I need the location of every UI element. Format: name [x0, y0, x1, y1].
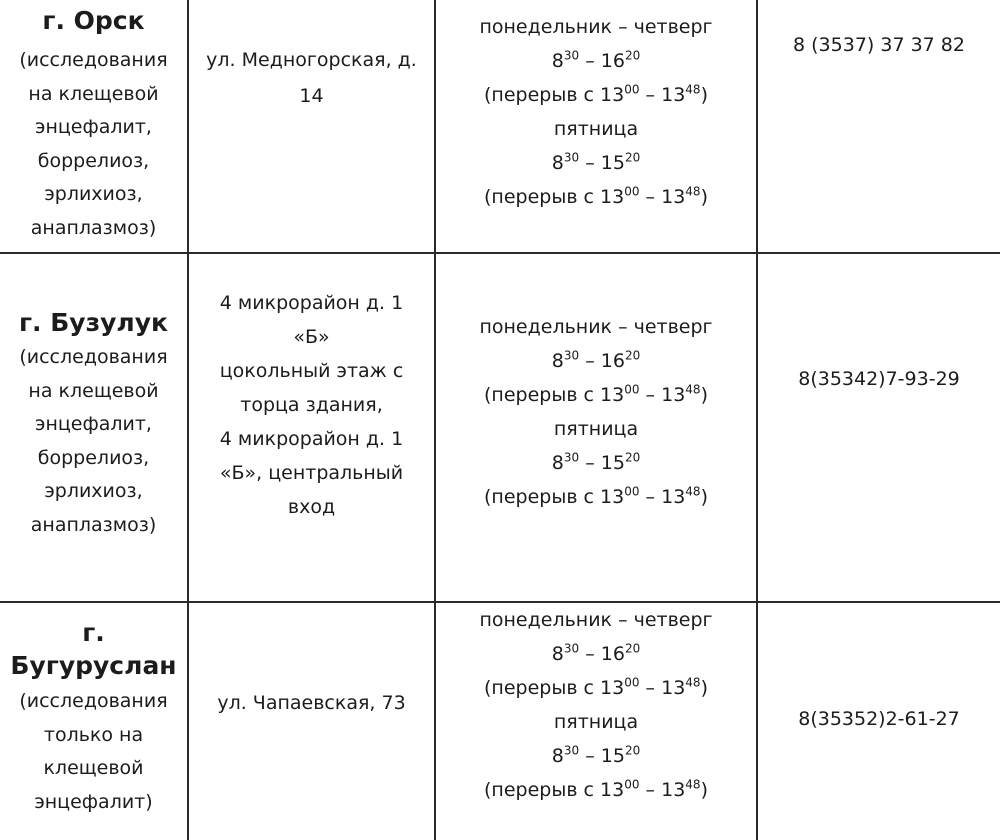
table-row — [0, 0, 1000, 252]
address-line: 4 микрорайон д. 1 — [219, 428, 404, 450]
friday-label: пятница — [553, 711, 639, 733]
note-line: анаплазмоз) — [30, 216, 157, 239]
weekdays-break: (перерыв с $13^{00} - 13^{48}$) — [483, 82, 708, 106]
friday-break: (перерыв с $13^{00} - 13^{48}$) — [483, 484, 708, 508]
address-line: вход — [287, 496, 336, 518]
phone-number: 8(35342)7-93-29 — [798, 368, 960, 390]
city-cell — [0, 616, 187, 819]
phone-cell — [758, 702, 1000, 736]
note-line: энцефалит, — [35, 413, 152, 435]
weekdays-label: понедельник – четверг — [479, 16, 713, 38]
friday-break: (перерыв с $13^{00} - 13^{48}$) — [483, 184, 708, 208]
address-line: «Б» — [293, 326, 330, 348]
note-line: на клещевой — [28, 379, 159, 402]
schedule-cell — [436, 10, 756, 214]
address-line: ул. Медногорская, д. — [206, 49, 417, 71]
table-row — [0, 603, 1000, 840]
friday-label: пятница — [553, 418, 639, 440]
city-name-line: г. Бузулук — [18, 308, 168, 337]
research-note — [0, 685, 187, 819]
note-line: боррелиоз, — [37, 446, 150, 469]
weekdays-label: понедельник – четверг — [479, 316, 713, 338]
weekdays-hours: $8^{30} - 16^{20}$ — [551, 348, 641, 372]
address-line: торца здания, — [240, 394, 383, 416]
city-name-line: г. Орск — [42, 6, 145, 35]
phone-cell — [758, 362, 1000, 396]
city-name — [0, 307, 187, 339]
note-line: боррелиоз, — [37, 149, 150, 172]
address-line: ул. Чапаевская, 73 — [217, 692, 406, 714]
table-row — [0, 254, 1000, 601]
friday-hours: $8^{30} - 15^{20}$ — [551, 450, 641, 474]
city-cell — [0, 5, 187, 245]
phone-cell — [758, 28, 1000, 62]
city-name-line: г. — [82, 618, 105, 647]
friday-hours: $8^{30} - 15^{20}$ — [551, 150, 641, 174]
note-line: энцефалит) — [34, 790, 153, 813]
address-cell — [189, 685, 434, 721]
phone-number: 8(35352)2-61-27 — [798, 708, 960, 730]
address-line: «Б», центральный — [219, 462, 404, 484]
address-line: 4 микрорайон д. 1 — [219, 292, 404, 314]
note-line: энцефалит, — [35, 116, 152, 138]
note-line: клещевой — [43, 757, 144, 779]
address-cell — [189, 42, 434, 114]
address-line: цокольный этаж с — [219, 360, 404, 382]
phone-number: 8 (3537) 37 37 82 — [793, 34, 965, 56]
note-line: (исследования — [19, 690, 168, 712]
weekdays-break: (перерыв с $13^{00} - 13^{48}$) — [483, 675, 708, 699]
weekdays-hours: $8^{30} - 16^{20}$ — [551, 641, 641, 665]
research-note — [0, 341, 187, 542]
friday-label: пятница — [553, 118, 639, 140]
address-cell — [189, 286, 434, 524]
weekdays-hours: $8^{30} - 16^{20}$ — [551, 48, 641, 72]
friday-break: (перерыв с $13^{00} - 13^{48}$) — [483, 777, 708, 801]
weekdays-break: (перерыв с $13^{00} - 13^{48}$) — [483, 382, 708, 406]
friday-hours: $8^{30} - 15^{20}$ — [551, 743, 641, 767]
address-line: 14 — [299, 85, 324, 107]
note-line: (исследования — [19, 49, 168, 71]
schedule-cell — [436, 603, 756, 807]
note-line: эрлихиоз, — [44, 480, 143, 502]
city-cell — [0, 307, 187, 542]
city-name — [0, 616, 187, 682]
city-name — [0, 5, 187, 37]
note-line: на клещевой — [28, 82, 159, 105]
note-line: эрлихиоз, — [44, 183, 143, 205]
note-line: (исследования — [19, 346, 168, 368]
city-name-line: Бугуруслан — [10, 651, 177, 680]
note-line: только на — [43, 723, 144, 746]
weekdays-label: понедельник – четверг — [479, 609, 713, 631]
research-note — [0, 44, 187, 245]
note-line: анаплазмоз) — [30, 513, 157, 536]
schedule-cell — [436, 310, 756, 514]
